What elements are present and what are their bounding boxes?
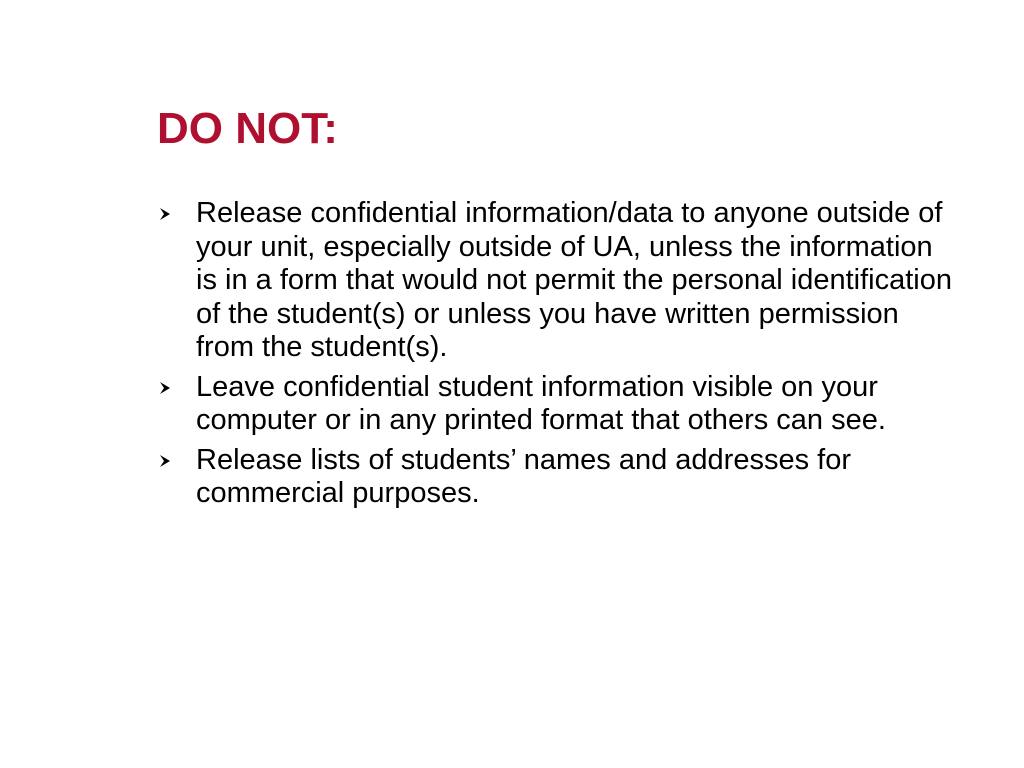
- bullet-item-leave-visible: [157, 371, 957, 438]
- bullet-list: [157, 197, 957, 517]
- bullet-text: Release confidential information/data to anyone outside of your unit, especially outside of UA, unless the information is in a form that would not permit the personal identification of the student(s) or unless you have written permission from the student(s).: [196, 197, 953, 363]
- arrowhead-icon: [158, 381, 172, 395]
- bullet-item-release-lists: [157, 444, 957, 511]
- arrowhead-icon: [158, 454, 172, 468]
- bullet-text: Release lists of students’ names and addresses for commercial purposes.: [196, 443, 851, 509]
- bullet-text: Leave confidential student information visible on your computer or in any printed format that others can see.: [196, 370, 886, 436]
- slide-title: DO NOT:: [157, 104, 338, 153]
- bullet-item-release-confidential: [157, 197, 957, 365]
- arrowhead-icon: [158, 207, 172, 221]
